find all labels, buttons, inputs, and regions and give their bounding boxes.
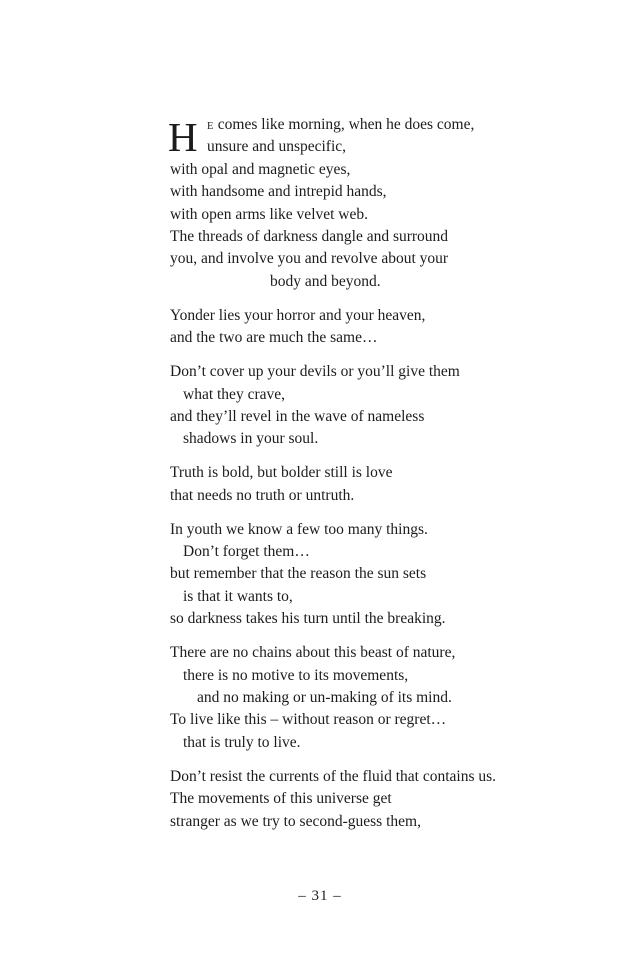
- poem-line: and they’ll revel in the wave of nameless: [170, 407, 425, 425]
- poem-line: Don’t cover up your devils or you’ll give them: [170, 363, 460, 381]
- poem-line: that is truly to live.: [183, 733, 301, 751]
- poem-line: with opal and magnetic eyes,: [170, 160, 351, 178]
- stanza-break: [170, 754, 610, 766]
- poem-line: To live like this – without reason or regret…: [170, 711, 447, 729]
- small-cap-letter: E: [207, 121, 214, 132]
- poem-line: Don’t forget them…: [183, 543, 310, 561]
- poem-line: The threads of darkness dangle and surround: [170, 227, 449, 245]
- page-number: – 31 –: [298, 888, 342, 904]
- poem-line: Yonder lies your horror and your heaven,: [170, 306, 426, 324]
- opening-line-text: comes like morning, when he does come,: [213, 116, 475, 133]
- poem-line: that needs no truth or untruth.: [170, 486, 355, 504]
- poem-line: so darkness takes his turn until the breaking.: [170, 610, 446, 628]
- poem-line: In youth we know a few too many things.: [170, 520, 428, 538]
- poem-line: unsure and unspecific,: [207, 138, 347, 156]
- poem-line: there is no motive to its movements,: [183, 666, 409, 684]
- poem-line: with open arms like velvet web.: [170, 205, 369, 223]
- poem-line: The movements of this universe get: [170, 790, 392, 808]
- poem-line: is that it wants to,: [183, 587, 293, 605]
- stanza-break: [170, 631, 610, 643]
- poem-line: with handsome and intrepid hands,: [170, 183, 387, 201]
- poem-line: body and beyond.: [270, 272, 381, 290]
- stanza-break: [170, 350, 610, 362]
- poem-line: There are no chains about this beast of nature,: [170, 644, 456, 662]
- poem-line: and the two are much the same…: [170, 329, 378, 347]
- stanza-break: [170, 507, 610, 519]
- stanza-break: [170, 293, 610, 305]
- poem-line: Don’t resist the currents of the fluid that contains us.: [170, 767, 497, 785]
- poem-body: [170, 114, 610, 833]
- poem-line: and no making or un-making of its mind.: [197, 688, 452, 706]
- poem-line: but remember that the reason the sun sets: [170, 565, 427, 583]
- opening-lines: [170, 114, 610, 159]
- poem-line: stranger as we try to second-guess them,: [170, 812, 421, 830]
- drop-cap: H: [168, 114, 199, 160]
- poem-line: you, and involve you and revolve about your: [170, 250, 449, 268]
- poem-line: what they crave,: [183, 385, 285, 403]
- poem-line: [207, 114, 474, 138]
- poem-line: Truth is bold, but bolder still is love: [170, 464, 393, 482]
- stanza-break: [170, 451, 610, 463]
- poem-line: shadows in your soul.: [183, 430, 319, 448]
